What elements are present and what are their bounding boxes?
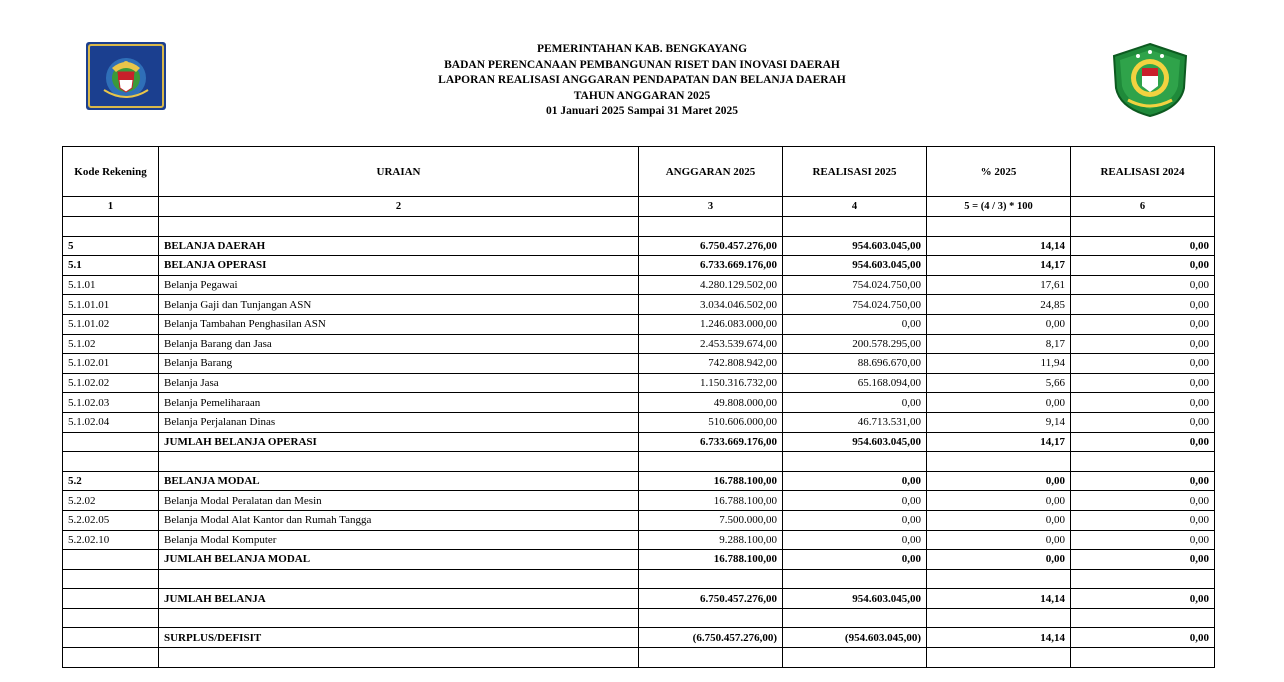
cell-uraian: BELANJA DAERAH [159,236,639,256]
table-row-blank [63,569,1215,589]
table-row [63,412,1215,432]
cell-persen: 8,17 [927,334,1071,354]
cell-realisasi: 0,00 [783,471,927,491]
cell-anggaran [639,608,783,628]
cell-persen [927,452,1071,472]
cell-persen: 14,14 [927,589,1071,609]
cell-realisasi: 0,00 [783,510,927,530]
cell-kode: 5.1.01.01 [63,295,159,315]
cell-realisasi-prev: 0,00 [1071,314,1215,334]
cell-realisasi-prev: 0,00 [1071,412,1215,432]
report-header [0,42,1284,120]
cell-realisasi: (954.603.045,00) [783,628,927,648]
cell-realisasi-prev: 0,00 [1071,628,1215,648]
col-number: 6 [1071,197,1215,217]
cell-realisasi-prev: 0,00 [1071,432,1215,452]
table-row [63,256,1215,276]
cell-uraian [159,648,639,668]
cell-persen: 11,94 [927,354,1071,374]
cell-kode [63,648,159,668]
cell-kode: 5.1.02.01 [63,354,159,374]
cell-realisasi-prev: 0,00 [1071,491,1215,511]
cell-persen [927,569,1071,589]
cell-realisasi: 954.603.045,00 [783,256,927,276]
table-row [63,550,1215,570]
cell-uraian: Belanja Tambahan Penghasilan ASN [159,314,639,334]
cell-uraian [159,217,639,237]
cell-realisasi: 200.578.295,00 [783,334,927,354]
cell-kode [63,452,159,472]
cell-kode: 5.1.01.02 [63,314,159,334]
table-row [63,393,1215,413]
cell-realisasi: 954.603.045,00 [783,236,927,256]
table-row [63,295,1215,315]
cell-anggaran: 16.788.100,00 [639,491,783,511]
table-row [63,530,1215,550]
cell-kode: 5.1 [63,256,159,276]
cell-uraian [159,452,639,472]
table-header-row [63,147,1215,197]
cell-uraian: BELANJA OPERASI [159,256,639,276]
cell-kode [63,569,159,589]
cell-kode [63,628,159,648]
table-row [63,491,1215,511]
col-header-kode: Kode Rekening [63,147,159,197]
cell-uraian: Belanja Perjalanan Dinas [159,412,639,432]
cell-persen: 0,00 [927,510,1071,530]
cell-realisasi-prev: 0,00 [1071,354,1215,374]
cell-realisasi-prev: 0,00 [1071,295,1215,315]
cell-realisasi: 0,00 [783,314,927,334]
cell-uraian: SURPLUS/DEFISIT [159,628,639,648]
cell-persen: 0,00 [927,550,1071,570]
cell-uraian: Belanja Pegawai [159,275,639,295]
cell-anggaran: 1.246.083.000,00 [639,314,783,334]
cell-kode: 5.2 [63,471,159,491]
cell-uraian: Belanja Gaji dan Tunjangan ASN [159,295,639,315]
table-row [63,373,1215,393]
cell-anggaran: 4.280.129.502,00 [639,275,783,295]
cell-anggaran: 16.788.100,00 [639,550,783,570]
cell-realisasi-prev [1071,217,1215,237]
cell-anggaran [639,648,783,668]
table-row [63,334,1215,354]
cell-uraian: Belanja Barang dan Jasa [159,334,639,354]
cell-anggaran: 6.750.457.276,00 [639,589,783,609]
table-row-blank [63,648,1215,668]
col-header-realisasi: REALISASI 2025 [783,147,927,197]
cell-kode: 5 [63,236,159,256]
table-row-blank [63,217,1215,237]
table-row [63,628,1215,648]
table-row [63,236,1215,256]
cell-realisasi-prev [1071,648,1215,668]
cell-realisasi: 954.603.045,00 [783,432,927,452]
cell-realisasi-prev: 0,00 [1071,530,1215,550]
table-row [63,510,1215,530]
cell-realisasi-prev: 0,00 [1071,275,1215,295]
cell-anggaran [639,217,783,237]
cell-kode: 5.2.02.10 [63,530,159,550]
cell-kode: 5.1.01 [63,275,159,295]
cell-persen: 5,66 [927,373,1071,393]
cell-persen: 0,00 [927,471,1071,491]
cell-persen: 0,00 [927,393,1071,413]
cell-kode: 5.2.02 [63,491,159,511]
cell-realisasi-prev: 0,00 [1071,373,1215,393]
cell-uraian [159,608,639,628]
cell-uraian: BELANJA MODAL [159,471,639,491]
cell-anggaran [639,569,783,589]
cell-realisasi-prev: 0,00 [1071,256,1215,276]
header-period: 01 Januari 2025 Sampai 31 Maret 2025 [545,105,739,117]
cell-anggaran: 6.733.669.176,00 [639,256,783,276]
cell-realisasi-prev: 0,00 [1071,589,1215,609]
cell-kode: 5.2.02.05 [63,510,159,530]
table-row [63,432,1215,452]
cell-anggaran: 16.788.100,00 [639,471,783,491]
cell-kode: 5.1.02.03 [63,393,159,413]
cell-realisasi [783,608,927,628]
cell-realisasi: 46.713.531,00 [783,412,927,432]
cell-realisasi [783,452,927,472]
cell-realisasi [783,648,927,668]
cell-realisasi [783,569,927,589]
cell-uraian: Belanja Modal Peralatan dan Mesin [159,491,639,511]
col-number: 4 [783,197,927,217]
table-row [63,354,1215,374]
cell-realisasi-prev: 0,00 [1071,236,1215,256]
cell-uraian: Belanja Barang [159,354,639,374]
cell-anggaran [639,452,783,472]
cell-persen [927,217,1071,237]
cell-realisasi-prev: 0,00 [1071,334,1215,354]
cell-persen: 14,17 [927,432,1071,452]
col-number: 5 = (4 / 3) * 100 [927,197,1071,217]
col-header-uraian: URAIAN [159,147,639,197]
cell-persen: 14,14 [927,628,1071,648]
cell-kode: 5.1.02.02 [63,373,159,393]
cell-realisasi-prev [1071,608,1215,628]
table-body [63,217,1215,668]
table-row [63,589,1215,609]
col-header-persen: % 2025 [927,147,1071,197]
col-number: 3 [639,197,783,217]
table-row [63,471,1215,491]
cell-realisasi-prev: 0,00 [1071,550,1215,570]
cell-persen: 9,14 [927,412,1071,432]
cell-uraian [159,569,639,589]
cell-anggaran: 6.733.669.176,00 [639,432,783,452]
cell-kode [63,432,159,452]
cell-anggaran: 2.453.539.674,00 [639,334,783,354]
cell-persen: 0,00 [927,314,1071,334]
cell-realisasi: 88.696.670,00 [783,354,927,374]
column-number-row [63,197,1215,217]
cell-realisasi: 65.168.094,00 [783,373,927,393]
table-row-blank [63,608,1215,628]
cell-persen: 14,17 [927,256,1071,276]
cell-anggaran: (6.750.457.276,00) [639,628,783,648]
cell-uraian: JUMLAH BELANJA OPERASI [159,432,639,452]
cell-persen [927,648,1071,668]
budget-realization-table [62,146,1215,668]
cell-realisasi: 754.024.750,00 [783,275,927,295]
cell-kode [63,608,159,628]
header-report-title: LAPORAN REALISASI ANGGARAN PENDAPATAN DAN BELANJA DAERAH [438,74,846,86]
col-header-realisasi-prev: REALISASI 2024 [1071,147,1215,197]
cell-persen: 17,61 [927,275,1071,295]
cell-uraian: Belanja Modal Alat Kantor dan Rumah Tangga [159,510,639,530]
cell-persen: 0,00 [927,530,1071,550]
cell-anggaran: 6.750.457.276,00 [639,236,783,256]
cell-uraian: JUMLAH BELANJA MODAL [159,550,639,570]
cell-uraian: Belanja Modal Komputer [159,530,639,550]
cell-uraian: Belanja Pemeliharaan [159,393,639,413]
cell-kode [63,589,159,609]
header-government: PEMERINTAHAN KAB. BENGKAYANG [536,43,748,55]
table-row [63,275,1215,295]
cell-realisasi: 754.024.750,00 [783,295,927,315]
cell-anggaran: 742.808.942,00 [639,354,783,374]
cell-realisasi-prev: 0,00 [1071,471,1215,491]
col-number: 2 [159,197,639,217]
cell-realisasi: 0,00 [783,393,927,413]
table-row-blank [63,452,1215,472]
cell-kode [63,217,159,237]
table-row [63,314,1215,334]
cell-realisasi: 954.603.045,00 [783,589,927,609]
cell-kode: 5.1.02 [63,334,159,354]
cell-anggaran: 9.288.100,00 [639,530,783,550]
cell-anggaran: 49.808.000,00 [639,393,783,413]
cell-persen: 0,00 [927,491,1071,511]
cell-realisasi-prev: 0,00 [1071,393,1215,413]
cell-realisasi-prev [1071,569,1215,589]
cell-uraian: JUMLAH BELANJA [159,589,639,609]
col-number: 1 [63,197,159,217]
cell-realisasi: 0,00 [783,550,927,570]
col-header-anggaran: ANGGARAN 2025 [639,147,783,197]
cell-kode [63,550,159,570]
cell-anggaran: 7.500.000,00 [639,510,783,530]
cell-anggaran: 3.034.046.502,00 [639,295,783,315]
cell-anggaran: 510.606.000,00 [639,412,783,432]
cell-anggaran: 1.150.316.732,00 [639,373,783,393]
cell-persen: 24,85 [927,295,1071,315]
cell-realisasi: 0,00 [783,530,927,550]
cell-realisasi: 0,00 [783,491,927,511]
cell-persen [927,608,1071,628]
header-fiscal-year: TAHUN ANGGARAN 2025 [573,89,711,102]
cell-realisasi [783,217,927,237]
cell-realisasi-prev: 0,00 [1071,510,1215,530]
cell-kode: 5.1.02.04 [63,412,159,432]
header-agency: BADAN PERENCANAAN PEMBANGUNAN RISET DAN INOVASI DAERAH [444,58,840,71]
cell-persen: 14,14 [927,236,1071,256]
cell-realisasi-prev [1071,452,1215,472]
cell-uraian: Belanja Jasa [159,373,639,393]
